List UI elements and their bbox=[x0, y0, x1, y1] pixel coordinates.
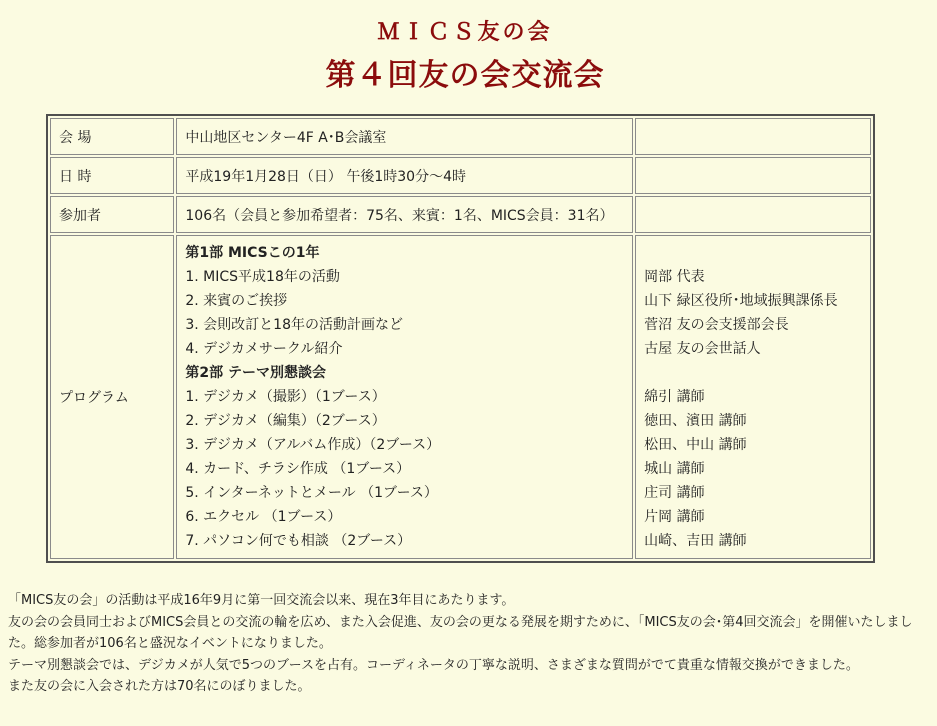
page-title: ＭＩＣＳ友の会 bbox=[377, 20, 553, 45]
program-speaker: 山崎、吉田 講師 bbox=[644, 533, 747, 549]
program-speaker: 岡部 代表 bbox=[644, 269, 705, 285]
datetime-label: 日 時 bbox=[50, 157, 174, 194]
program-speakers bbox=[635, 235, 871, 559]
program-item: 5. インターネットとメール （1ブース） bbox=[185, 485, 438, 501]
program-item: 4. デジカメサークル紹介 bbox=[185, 341, 343, 357]
program-speaker: 綿引 講師 bbox=[644, 389, 705, 405]
table-row-participants bbox=[50, 196, 871, 233]
program-item: 1. デジカメ（撮影）（1ブース） bbox=[185, 389, 386, 405]
program-speaker: 山下 緑区役所･地域振興課係長 bbox=[644, 293, 838, 309]
program-speaker: 徳田、濱田 講師 bbox=[644, 413, 747, 429]
program-item: 3. デジカメ（アルバム作成）（2ブース） bbox=[185, 437, 441, 453]
venue-extra bbox=[635, 118, 871, 155]
datetime-extra bbox=[635, 157, 871, 194]
participants-value: 106名（会員と参加希望者：75名、来賓：1名、MICS会員：31名） bbox=[176, 196, 633, 233]
program-item: 2. 来賓のご挨拶 bbox=[185, 293, 288, 309]
program-speaker: 片岡 講師 bbox=[644, 509, 705, 525]
program-speaker bbox=[644, 361, 862, 385]
program-item: 1. MICS平成18年の活動 bbox=[185, 269, 340, 285]
venue-value: 中山地区センター4F A･B会議室 bbox=[176, 118, 633, 155]
program-speaker: 古屋 友の会世話人 bbox=[644, 341, 761, 357]
footer-text bbox=[8, 590, 928, 698]
event-info-table bbox=[46, 114, 875, 563]
table-row-datetime bbox=[50, 157, 871, 194]
page-subtitle: 第４回友の会交流会 bbox=[325, 58, 605, 93]
program-speaker: 庄司 講師 bbox=[644, 485, 705, 501]
footer-paragraph: 「MICS友の会」の活動は平成16年9月に第一回交流会以来、現在3年目にあたります。 bbox=[8, 593, 515, 608]
program-item: 7. パソコン何でも相談 （2ブース） bbox=[185, 533, 412, 549]
datetime-value: 平成19年1月28日（日） 午後1時30分～4時 bbox=[176, 157, 633, 194]
program-section-heading: 第2部 テーマ別懇談会 bbox=[185, 365, 326, 381]
program-item: 6. エクセル （1ブース） bbox=[185, 509, 342, 525]
program-items bbox=[176, 235, 633, 559]
program-speaker: 松田、中山 講師 bbox=[644, 437, 747, 453]
program-speaker bbox=[644, 241, 862, 265]
footer-paragraph: テーマ別懇談会では、デジカメが人気で5つのブースを占有。コーディネータの丁寧な説明、さまざまな質問がでて貴重な情報交換ができました。 bbox=[8, 657, 859, 673]
participants-extra bbox=[635, 196, 871, 233]
table-row-venue bbox=[50, 118, 871, 155]
footer-paragraph: 友の会の会員同士およびMICS会員との交流の輪を広め、また入会促進、友の会の更なる発展を期すために、「MICS友の会･第4回交流会」を開催いたしました。総参加者が106名と盛況なイベントになりました。 bbox=[8, 614, 913, 651]
program-item: 4. カード、チラシ作成 （1ブース） bbox=[185, 461, 411, 477]
program-label: プログラム bbox=[50, 235, 174, 559]
program-speaker: 菅沼 友の会支援部会長 bbox=[644, 317, 789, 333]
program-item: 2. デジカメ（編集）（2ブース） bbox=[185, 413, 386, 429]
program-item: 3. 会則改訂と18年の活動計画など bbox=[185, 317, 403, 333]
program-speaker: 城山 講師 bbox=[644, 461, 705, 477]
table-row-program bbox=[50, 235, 871, 559]
program-section-heading: 第1部 MICSこの1年 bbox=[185, 245, 320, 261]
venue-label: 会 場 bbox=[50, 118, 174, 155]
participants-label: 参加者 bbox=[50, 196, 174, 233]
footer-paragraph: また友の会に入会された方は70名にのぼりました。 bbox=[8, 679, 311, 694]
